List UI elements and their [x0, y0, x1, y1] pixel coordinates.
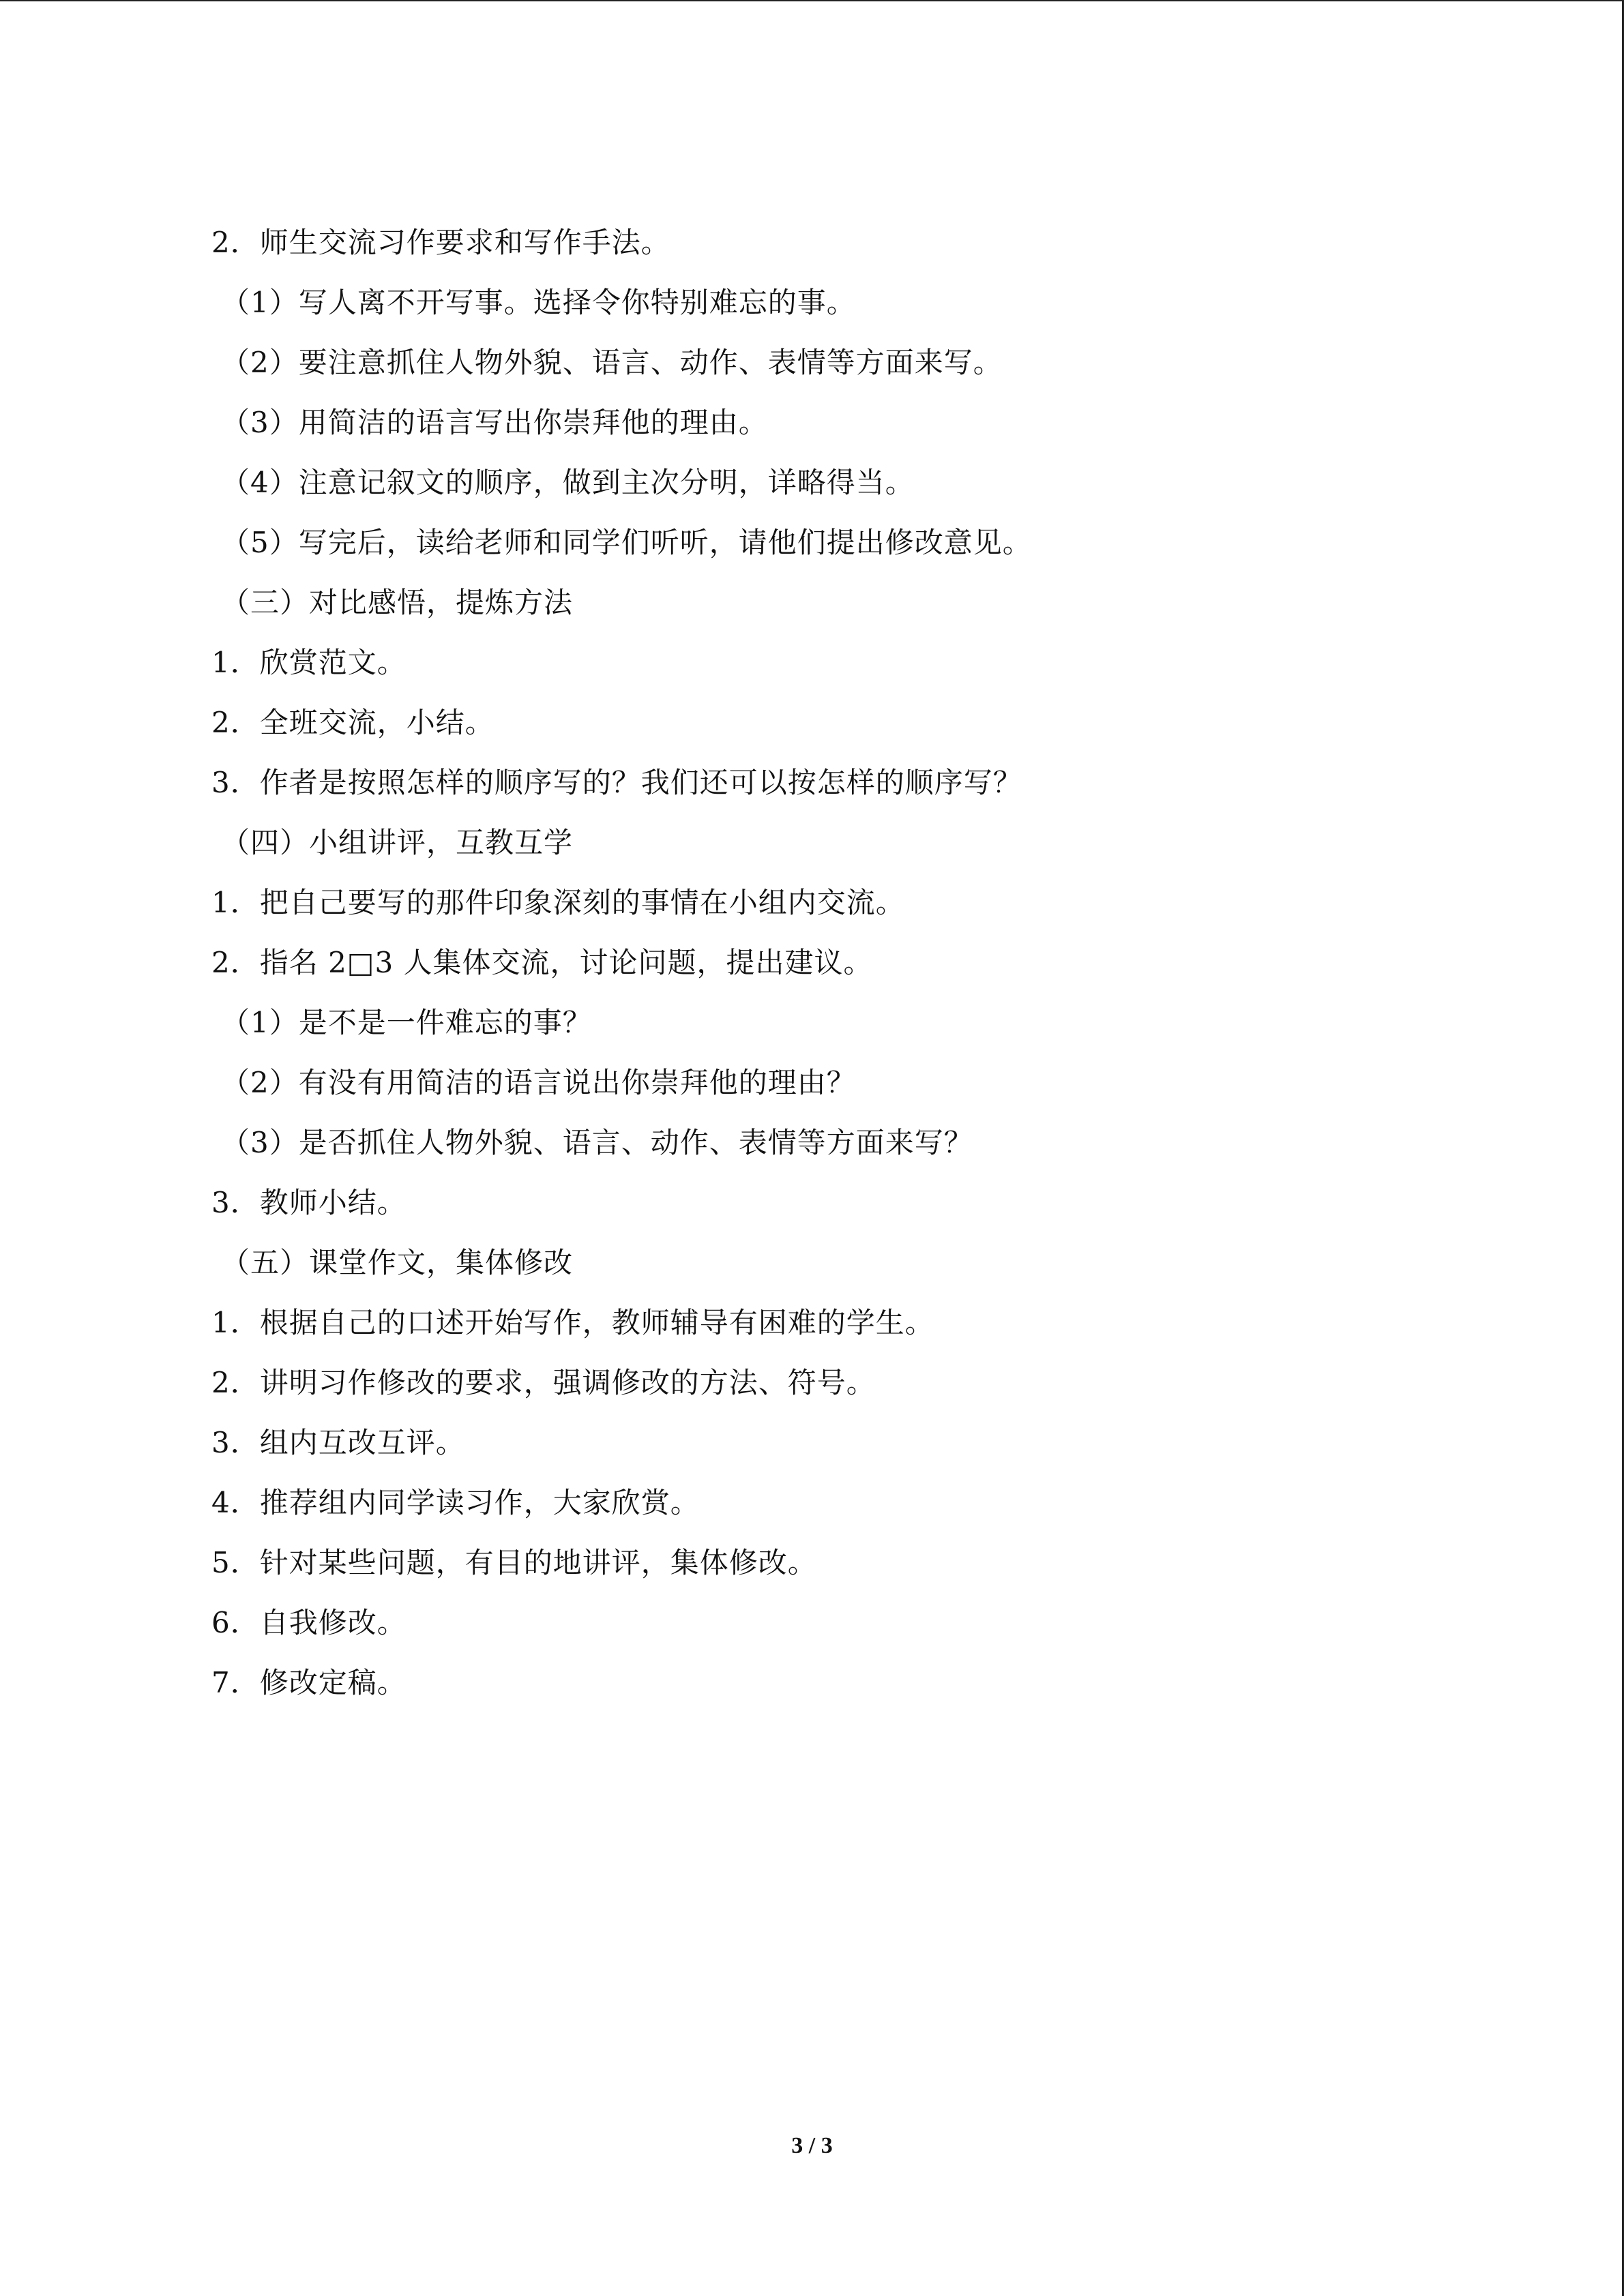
section-5-step-1: 1．根据自己的口述开始写作，教师辅导有困难的学生。	[211, 1306, 934, 1339]
document-body	[211, 213, 1439, 1713]
section-5-step-4: 4．推荐组内同学读习作，大家欣赏。	[211, 1486, 700, 1519]
section-5-step-5: 5．针对某些问题，有目的地讲评，集体修改。	[211, 1546, 817, 1579]
section-4-step-1: 1．把自己要写的那件印象深刻的事情在小组内交流。	[211, 886, 905, 919]
section-5-step-7: 7．修改定稿。	[211, 1666, 407, 1699]
section-5-step-2: 2．讲明习作修改的要求，强调修改的方法、符号。	[211, 1366, 876, 1399]
section-3-heading: （三）对比感悟，提炼方法	[221, 586, 574, 619]
discussion-question-1: （1）是不是一件难忘的事？	[221, 1006, 592, 1039]
requirement-4: （4）注意记叙文的顺序，做到主次分明，详略得当。	[221, 466, 915, 499]
section-3-step-3: 3．作者是按照怎样的顺序写的？我们还可以按怎样的顺序写？	[211, 766, 1022, 799]
section-4-heading: （四）小组讲评，互教互学	[221, 826, 574, 859]
discussion-question-2: （2）有没有用简洁的语言说出你崇拜他的理由？	[221, 1066, 856, 1099]
page-top-border	[0, 0, 1624, 1]
step-2-teacher-student-exchange: 2．师生交流习作要求和写作手法。	[211, 226, 670, 259]
section-4-step-3: 3．教师小结。	[211, 1186, 407, 1219]
page-number: 3 / 3	[791, 2133, 833, 2158]
requirement-5: （5）写完后，读给老师和同学们听听，请他们提出修改意见。	[221, 526, 1032, 559]
requirement-2: （2）要注意抓住人物外貌、语言、动作、表情等方面来写。	[221, 346, 1003, 379]
discussion-question-3: （3）是否抓住人物外貌、语言、动作、表情等方面来写？	[221, 1126, 973, 1159]
section-5-step-3: 3．组内互改互评。	[211, 1426, 465, 1459]
section-3-step-1: 1．欣赏范文。	[211, 646, 407, 679]
section-3-step-2: 2．全班交流，小结。	[211, 706, 494, 739]
section-5-heading: （五）课堂作文，集体修改	[221, 1246, 574, 1279]
section-5-step-6: 6．自我修改。	[211, 1606, 407, 1639]
requirement-3: （3）用简洁的语言写出你崇拜他的理由。	[221, 406, 768, 439]
section-4-step-2: 2．指名 2□3 人集体交流，讨论问题，提出建议。	[211, 946, 873, 979]
requirement-1: （1）写人离不开写事。选择令你特别难忘的事。	[221, 286, 856, 319]
